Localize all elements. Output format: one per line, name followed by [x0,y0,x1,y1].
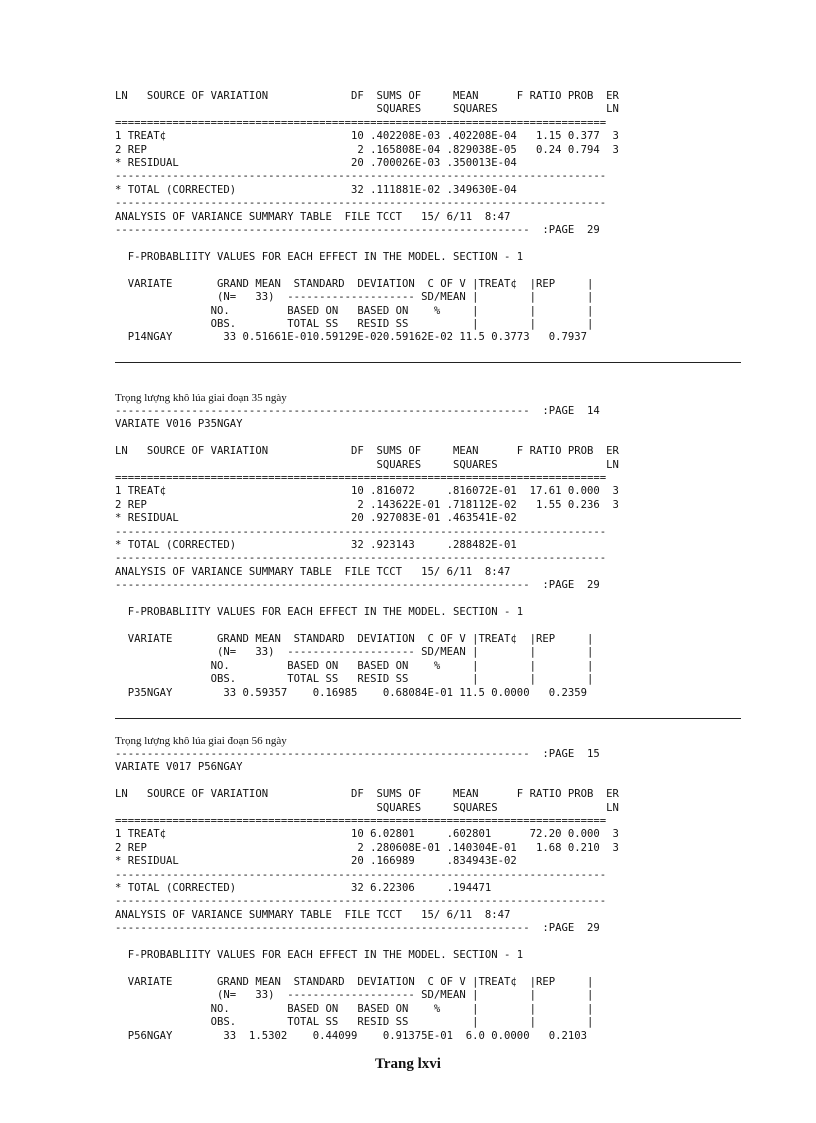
output-line: SQUARES SQUARES LN [115,458,619,471]
output-line: ----------------------------------------------------------------- :PAGE 29 [115,224,600,237]
output-line: F-PROBABLIITY VALUES FOR EACH EFFECT IN THE MODEL. SECTION - 1 [115,250,524,263]
output-line: ----------------------------------------------------------------- :PAGE 29 [115,579,600,592]
output-line: ----------------------------------------------------------------- :PAGE 14 [115,405,600,417]
output-line: 2 REP 2 .143622E-01 .718112E-02 1.55 0.236 3 [115,498,619,511]
output-line: ============================================================================= [115,472,607,485]
output-line: ----------------------------------------------------------------- :PAGE 29 [115,922,600,935]
output-line: VARIATE GRAND MEAN STANDARD DEVIATION C OF V |TREAT¢ |REP | [115,975,594,988]
page-number-footer: Trang lxvi [375,1056,441,1072]
output-line: ============================================================================= [115,815,607,828]
output-line: (N= 33) -------------------- SD/MEAN | | | [115,646,594,659]
output-line: P14NGAY 33 0.51661E-010.59129E-020.59162E-02 11.5 0.3773 0.7937 [115,331,587,344]
anova-block-p14ngay [115,90,619,345]
anova-block-p56ngay [115,748,619,1043]
output-line: 1 TREAT¢ 10 .816072 .816072E-01 17.61 0.000 3 [115,485,619,498]
output-line: NO. BASED ON BASED ON % | | | [115,1002,594,1015]
output-line: ============================================================================= [115,116,607,129]
section-divider-1 [115,362,741,363]
output-line: VARIATE V017 P56NGAY [115,761,243,774]
output-line: NO. BASED ON BASED ON % | | | [115,659,594,672]
output-line: ----------------------------------------------------------------------------- [115,170,607,183]
output-line: P56NGAY 33 1.5302 0.44099 0.91375E-01 6.0 0.0000 0.2103 [115,1029,587,1042]
output-line: SQUARES SQUARES LN [115,103,619,116]
output-line: * RESIDUAL 20 .700026E-03 .350013E-04 [115,157,517,170]
output-line: * TOTAL (CORRECTED) 32 .923143 .288482E-01 [115,539,517,552]
output-line: (N= 33) -------------------- SD/MEAN | | | [115,989,594,1002]
output-line: LN SOURCE OF VARIATION DF SUMS OF MEAN F RATIO PROB ER [115,90,619,102]
output-line: SQUARES SQUARES LN [115,801,619,814]
output-line: ----------------------------------------------------------------- :PAGE 15 [115,748,600,760]
output-line: NO. BASED ON BASED ON % | | | [115,304,594,317]
output-line: ANALYSIS OF VARIANCE SUMMARY TABLE FILE TCCT 15/ 6/11 8:47 [115,210,511,223]
output-line: 2 REP 2 .165808E-04 .829038E-05 0.24 0.794 3 [115,143,619,156]
output-line: ANALYSIS OF VARIANCE SUMMARY TABLE FILE TCCT 15/ 6/11 8:47 [115,565,511,578]
output-line: F-PROBABLIITY VALUES FOR EACH EFFECT IN THE MODEL. SECTION - 1 [115,606,524,619]
anova-block-p35ngay [115,405,619,700]
output-line: OBS. TOTAL SS RESID SS | | | [115,1016,594,1029]
section-divider-2 [115,718,741,719]
output-line: OBS. TOTAL SS RESID SS | | | [115,317,594,330]
output-line: ----------------------------------------------------------------------------- [115,552,607,565]
output-line: LN SOURCE OF VARIATION DF SUMS OF MEAN F RATIO PROB ER [115,445,619,458]
caption-35-days: Trọng lượng khô lúa giai đoạn 35 ngày [115,392,287,404]
output-line: ----------------------------------------------------------------------------- [115,868,607,881]
output-line: * RESIDUAL 20 .927083E-01 .463541E-02 [115,512,517,525]
output-line: * TOTAL (CORRECTED) 32 .111881E-02 .349630E-04 [115,183,517,196]
output-line: VARIATE GRAND MEAN STANDARD DEVIATION C OF V |TREAT¢ |REP | [115,632,594,645]
output-line: P35NGAY 33 0.59357 0.16985 0.68084E-01 11.5 0.0000 0.2359 [115,686,587,699]
output-line: ----------------------------------------------------------------------------- [115,895,607,908]
output-line: VARIATE GRAND MEAN STANDARD DEVIATION C OF V |TREAT¢ |REP | [115,277,594,290]
output-line: ----------------------------------------------------------------------------- [115,525,607,538]
output-line: 2 REP 2 .280608E-01 .140304E-01 1.68 0.210 3 [115,841,619,854]
output-line: ANALYSIS OF VARIANCE SUMMARY TABLE FILE TCCT 15/ 6/11 8:47 [115,908,511,921]
output-line: F-PROBABLIITY VALUES FOR EACH EFFECT IN THE MODEL. SECTION - 1 [115,949,524,962]
output-line: (N= 33) -------------------- SD/MEAN | | | [115,291,594,304]
output-line: LN SOURCE OF VARIATION DF SUMS OF MEAN F RATIO PROB ER [115,788,619,801]
output-line: VARIATE V016 P35NGAY [115,418,243,431]
caption-56-days: Trọng lượng khô lúa giai đoạn 56 ngày [115,735,287,747]
output-line: * TOTAL (CORRECTED) 32 6.22306 .194471 [115,882,492,895]
output-line: * RESIDUAL 20 .166989 .834943E-02 [115,855,517,868]
output-line: 1 TREAT¢ 10 6.02801 .602801 72.20 0.000 3 [115,828,619,841]
output-line: OBS. TOTAL SS RESID SS | | | [115,673,594,686]
output-line: 1 TREAT¢ 10 .402208E-03 .402208E-04 1.15 0.377 3 [115,130,619,143]
output-line: ----------------------------------------------------------------------------- [115,197,607,210]
